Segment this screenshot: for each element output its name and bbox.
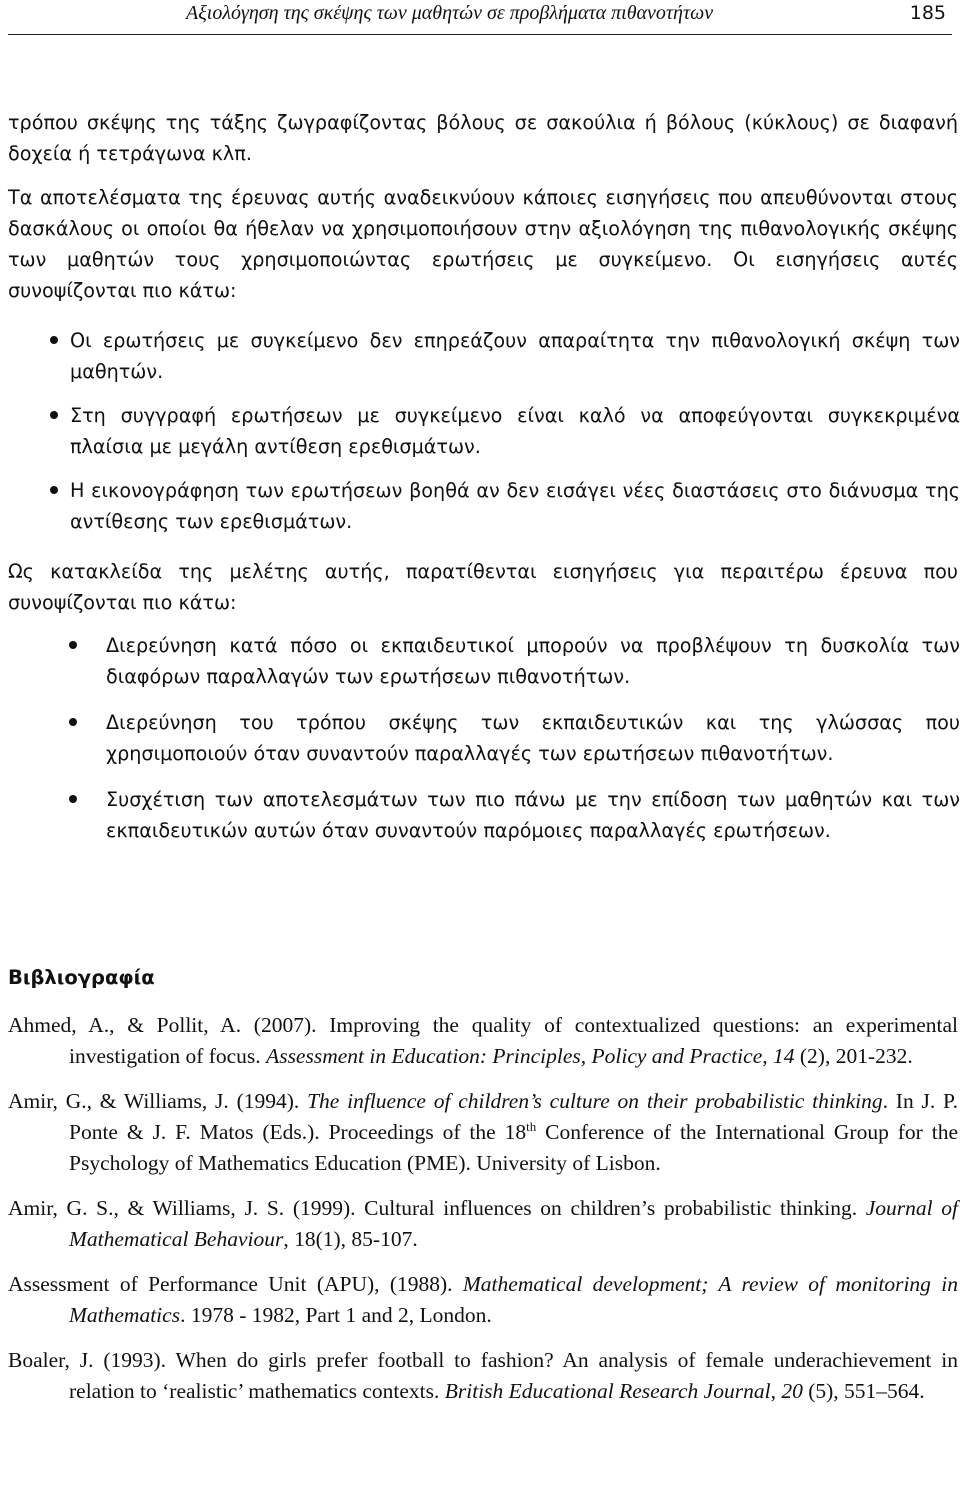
bullet-icon — [50, 486, 58, 494]
reference-text: (2), 201-232. — [794, 1044, 913, 1068]
further-research-list — [8, 630, 960, 861]
reference-entry — [8, 1193, 958, 1255]
list-item — [8, 784, 960, 846]
reference-text: , — [770, 1379, 782, 1403]
paragraph: Ως κατακλείδα της μελέτης αυτής, παρατίθενται εισηγήσεις για περαιτέρω έρευνα που συνοψίζονται πιο κάτω: — [8, 560, 958, 614]
reference-text: . 1978 - 1982, Part 1 and 2, London. — [180, 1303, 492, 1327]
list-item-text: Συσχέτιση των αποτελεσμάτων των πιο πάνω με την επίδοση των μαθητών και των εκπαιδευτικών αυτών όταν συναντούν παρόμοιες παραλλαγές ερωτήσεων. — [106, 788, 960, 842]
bullet-icon — [50, 411, 58, 419]
reference-text: Ahmed, A., & Pollit, A. (2007). Improving the quality of contextualized questions: an experimental investigation of focus. — [8, 1013, 958, 1068]
reference-entry — [8, 1345, 958, 1407]
bullet-icon — [50, 336, 58, 344]
paragraph: τρόπου σκέψης της τάξης ζωγραφίζοντας βόλους σε σακούλια ή βόλους (κύκλους) σε διαφανή δοχεία ή τετράγωνα κλπ. — [8, 111, 958, 165]
reference-title: The influence of children’s culture on their probabilistic thinking — [307, 1089, 883, 1113]
bullet-icon — [69, 795, 77, 803]
running-header — [8, 0, 952, 35]
reference-text: , 18(1), 85-107. — [283, 1227, 418, 1251]
header-title: Αξιολόγηση της σκέψης των μαθητών σε προβλήματα πιθανοτήτων — [186, 2, 714, 24]
reference-entry — [8, 1010, 958, 1072]
bullet-icon — [69, 718, 77, 726]
paragraph: Τα αποτελέσματα της έρευνας αυτής αναδεικνύουν κάποιες εισηγήσεις που απευθύνονται στους δασκάλους οι οποίοι θα ήθελαν να χρησιμοποιήσουν στην αξιολόγηση της πιθανολογικής σκέψης των μαθητών τους χρησιμοποιώντας ερωτήσεις με συγκείμενο. Οι εισηγήσεις αυτές συνοψίζονται πιο κάτω: — [8, 186, 958, 302]
reference-entry — [8, 1269, 958, 1331]
list-item-text: Στη συγγραφή ερωτήσεων με συγκείμενο είναι καλό να αποφεύγονται συγκεκριμένα πλαίσια με μεγάλη αντίθεση ερεθισμάτων. — [70, 404, 960, 458]
reference-list — [8, 1010, 958, 1421]
reference-source: Assessment in Education: Principles, Policy and Practice — [266, 1044, 763, 1068]
bibliography-heading: Βιβλιογραφία — [8, 966, 155, 989]
list-item — [8, 325, 960, 387]
reference-source: British Educational Research Journal — [444, 1379, 771, 1403]
list-item-text: Διερεύνηση κατά πόσο οι εκπαιδευτικοί μπορούν να προβλέψουν τη δυσκολία των διαφόρων παραλλαγών των ερωτήσεων πιθανοτήτων. — [106, 634, 960, 688]
reference-source: Journal of Mathematical Behaviour — [69, 1196, 958, 1251]
list-item — [8, 630, 960, 692]
reference-entry — [8, 1086, 958, 1179]
reference-volume: 20 — [781, 1379, 803, 1403]
reference-text: , — [762, 1044, 773, 1068]
list-item-text: Διερεύνηση του τρόπου σκέψης των εκπαιδευτικών και της γλώσσας που χρησιμοποιούν όταν συναντούν παραλλαγές των ερωτήσεων πιθανοτήτων. — [106, 711, 960, 765]
suggestions-list — [8, 325, 960, 550]
reference-text: Amir, G. S., & Williams, J. S. (1999). Cultural influences on children’s probabilistic thinking. — [8, 1196, 866, 1220]
reference-text: Boaler, J. (1993). When do girls prefer football to fashion? An analysis of female underachievement in relation to ‘realistic’ mathematics contexts. — [8, 1348, 958, 1403]
reference-text: . In J. P. Ponte & J. F. Matos (Eds.). Proceedings of the 18 — [69, 1089, 958, 1144]
bullet-icon — [69, 641, 77, 649]
list-item — [8, 400, 960, 462]
page-number: 185 — [909, 2, 946, 24]
list-item — [8, 475, 960, 537]
reference-text: (5), 551–564. — [802, 1379, 925, 1403]
reference-text: Assessment of Performance Unit (APU), (1988). — [8, 1272, 463, 1296]
reference-superscript: th — [526, 1118, 537, 1134]
reference-title: Mathematical development; A review of monitoring in Mathematics — [69, 1272, 958, 1327]
list-item — [8, 707, 960, 769]
list-item-text: Οι ερωτήσεις με συγκείμενο δεν επηρεάζουν απαραίτητα την πιθανολογική σκέψη των μαθητών. — [70, 329, 960, 383]
reference-text: Conference of the International Group for the Psychology of Mathematics Education (PME). University of Lisbon. — [69, 1120, 958, 1175]
reference-volume: 14 — [773, 1044, 795, 1068]
reference-text: Amir, G., & Williams, J. (1994). — [8, 1089, 308, 1113]
list-item-text: Η εικονογράφηση των ερωτήσεων βοηθά αν δεν εισάγει νέες διαστάσεις στο διάνυσμα της αντίθεσης των ερεθισμάτων. — [70, 479, 960, 533]
